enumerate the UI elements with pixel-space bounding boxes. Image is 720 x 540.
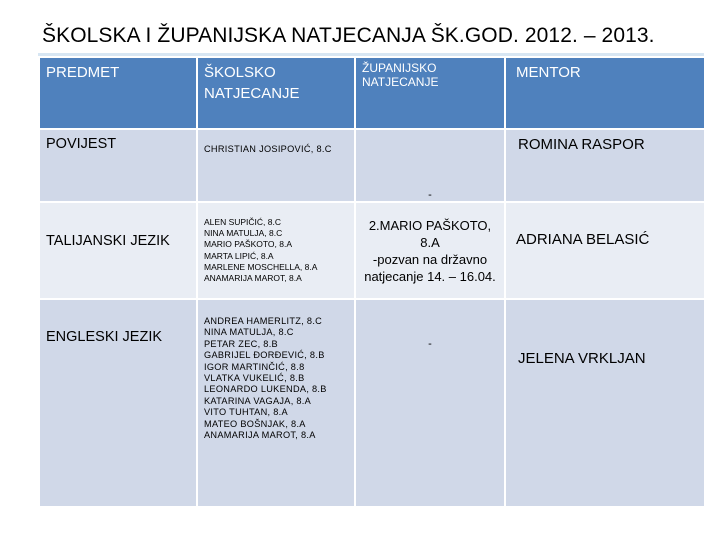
subject-label: ENGLESKI JEZIK <box>46 329 163 345</box>
subject-cell <box>39 129 197 202</box>
header-mentor: MENTOR <box>516 64 581 81</box>
county-result: 8.A <box>420 235 440 250</box>
school-participant: CHRISTIAN JOSIPOVIĆ, 8.C <box>204 144 332 154</box>
county-result: - <box>428 189 432 201</box>
subject-cell <box>39 299 197 507</box>
page-title: ŠKOLSKA I ŽUPANIJSKA NATJECANJA ŠK.GOD. 2012. – 2013. <box>42 24 655 47</box>
county-result: natjecanje 14. – 16.04. <box>364 269 496 284</box>
school-participant: MATEO BOŠNJAK, 8.A <box>204 418 306 429</box>
school-cell <box>197 299 355 507</box>
header-subject: PREDMET <box>46 64 120 81</box>
county-result: 2.MARIO PAŠKOTO, <box>368 218 492 233</box>
header-subject-cell <box>39 57 197 129</box>
header-county: ŽUPANIJSKO NATJECANJE <box>362 61 439 89</box>
county-cell <box>355 202 505 299</box>
header-school-cell <box>197 57 355 129</box>
school-participant: ANAMARIJA MAROT, 8.A <box>204 273 302 284</box>
school-participant: NINA MATULJA, 8.C <box>204 327 294 338</box>
subject-label: TALIJANSKI JEZIK <box>46 233 170 249</box>
school-participant: MARIO PAŠKOTO, 8.A <box>204 239 293 250</box>
school-participant: VLATKA VUKELIĆ, 8.B <box>204 373 305 384</box>
school-participant: ANDREA HAMERLITZ, 8.C <box>204 316 323 326</box>
school-participant: GABRIJEL ĐORĐEVIĆ, 8.B <box>204 350 325 361</box>
table-header-row <box>39 57 705 129</box>
school-participant: IGOR MARTINČIĆ, 8.8 <box>204 361 305 372</box>
school-participant: KATARINA VAGAJA, 8.A <box>204 395 312 406</box>
mentor-name: ROMINA RASPOR <box>518 136 645 153</box>
header-county-cell <box>355 57 505 129</box>
school-participant: MARLENE MOSCHELLA, 8.A <box>204 261 318 272</box>
header-mentor-cell <box>505 57 705 129</box>
mentor-name: ADRIANA BELASIĆ <box>516 231 650 248</box>
county-cell <box>355 299 505 507</box>
school-participant: VITO TUHTAN, 8.A <box>204 407 288 418</box>
school-participant: LEONARDO LUKENDA, 8.B <box>204 384 327 395</box>
mentor-cell <box>505 129 705 202</box>
subject-cell <box>39 202 197 299</box>
school-participant: MARTA LIPIĆ, 8.A <box>204 250 274 261</box>
county-result: -pozvan na državno <box>372 252 488 267</box>
school-cell <box>197 202 355 299</box>
table-row <box>39 129 705 202</box>
table-row <box>39 202 705 299</box>
school-cell <box>197 129 355 202</box>
school-participant: NINA MATULJA, 8.C <box>204 228 283 239</box>
subject-label: POVIJEST <box>46 136 117 152</box>
county-cell <box>355 129 505 202</box>
mentor-name: JELENA VRKLJAN <box>518 350 646 367</box>
table-row <box>39 299 705 507</box>
mentor-cell <box>505 202 705 299</box>
school-participant: ALEN SUPIČIĆ, 8.C <box>204 217 281 227</box>
county-result: - <box>428 338 432 350</box>
school-participant: ANAMARIJA MAROT, 8.A <box>204 430 316 441</box>
school-participant: PETAR ZEC, 8.B <box>204 338 278 349</box>
mentor-cell <box>505 299 705 507</box>
header-school: ŠKOLSKO NATJECANJE <box>204 64 300 102</box>
competition-table <box>38 56 706 508</box>
